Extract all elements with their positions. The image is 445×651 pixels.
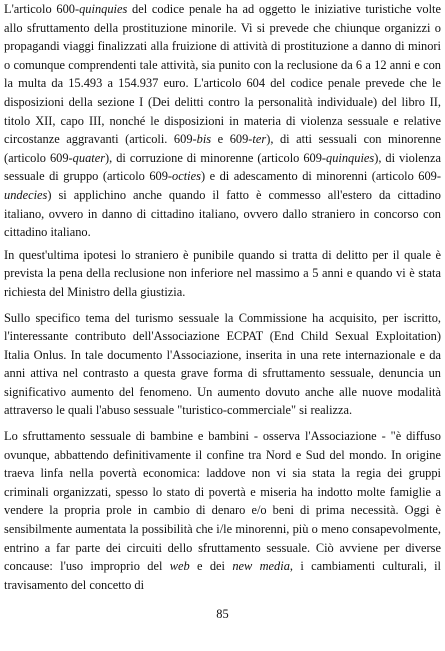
text-run: ), di violenza sessuale di gruppo (articolo 609- — [4, 150, 442, 184]
text-run: del codice penale ha ad oggetto le iniziative turistiche volte allo sfruttamento della prostituzione minorile. Vi si prevede che chiunque organizzi o propagandi viaggi finalizzati alla fruizione di attività di prostituzione a danno di minori o comunque comprendenti tale attività, sia punito con la reclusione da 6 a 12 anni e con la multa da 15.493 a 154.937 euro. L'articolo 604 del codice penale prevede che le disposizioni della sezione I (Dei delitti contro la personalità individuale) del libro II, titolo XII, capo III, nonché le disposizioni in materia di violenza sessuale e relative circostanze aggravanti (articoli. 609- — [4, 2, 441, 147]
text-run: ) e di adescamento di minorenni (articolo 609- — [200, 169, 441, 184]
text-run: In quest'ultima ipotesi lo straniero è punibile quando si tratta di delitto per il quale è prevista la pena della reclusione non inferiore nel massimo a 5 anni e quando vi è stata richiesta del Ministro della giustizia. — [4, 247, 441, 299]
paragraph-ecpat-contribution — [4, 309, 441, 421]
text-run: , i cambiamenti culturali, il travisamento del concetto di — [4, 559, 442, 592]
italic-text-run: octies — [172, 169, 201, 184]
italic-text-run: quater — [72, 150, 106, 165]
italic-text-run: bis — [196, 132, 212, 147]
paragraph-foreigner-punishability — [4, 246, 441, 302]
italic-text-run: undecies — [4, 187, 48, 202]
italic-text-run: ter — [252, 132, 267, 147]
paragraph-article-600-quinquies — [4, 0, 441, 242]
text-run: Lo sfruttamento sessuale di bambine e bambini - osserva l'Associazione - "è diffuso ovunque, abbattendo definitivamente il confine tra Nord e Sud del mondo. In origine traeva linfa nella povertà economica: laddove non vi sia stata la regia dei gruppi criminali organizzati, spesso lo stato di povertà e miseria ha indotto molte famiglie a vendere la propria prole in cambio di denaro e/o beni di prima necessità. Oggi è sensibilmente aumentata la possibilità che i/le minorenni, più o meno consapevolmente, entrino a far parte dei circuiti dello sfruttamento sessuale. Ciò avviene per diverse concause: l'uso improprio del — [4, 429, 441, 574]
document-page — [4, 0, 441, 594]
italic-text-run: quinquies — [79, 2, 128, 16]
text-run: e 609- — [211, 132, 253, 147]
text-run: ), di atti sessuali con minorenne (articolo 609- — [4, 132, 441, 165]
paragraph-sexual-exploitation — [4, 427, 441, 594]
italic-text-run: web — [169, 559, 190, 574]
text-run: ) si applichino anche quando il fatto è commesso all'estero da cittadino italiano, ovvero in danno di cittadino italiano, ovvero dallo straniero in concorso con cittadino italiano. — [4, 187, 441, 240]
text-run: ), di corruzione di minorenne (articolo 609- — [105, 150, 327, 165]
text-run: L'articolo 600- — [4, 2, 80, 16]
text-run: Sullo specifico tema del turismo sessuale la Commissione ha acquisito, per iscritto, l'interessante contributo dell'Associazione ECPAT (End Child Sexual Exploitation) Italia Onlus. In tale documento l'Associazione, inserita in una rete internazionale e da anni attiva nel contrasto a questa grave forma di sfruttamento sessuale, denuncia un significativo aumento del fenomeno. Un aumento dovuto anche alle nuove modalità attraverso le quali l'abuso sessuale "turistico-commerciale" si realizza. — [4, 310, 441, 418]
text-run: e dei — [189, 559, 233, 574]
italic-text-run: new media — [232, 559, 290, 574]
italic-text-run: quinquies — [326, 150, 375, 165]
page-number: 85 — [216, 607, 229, 621]
